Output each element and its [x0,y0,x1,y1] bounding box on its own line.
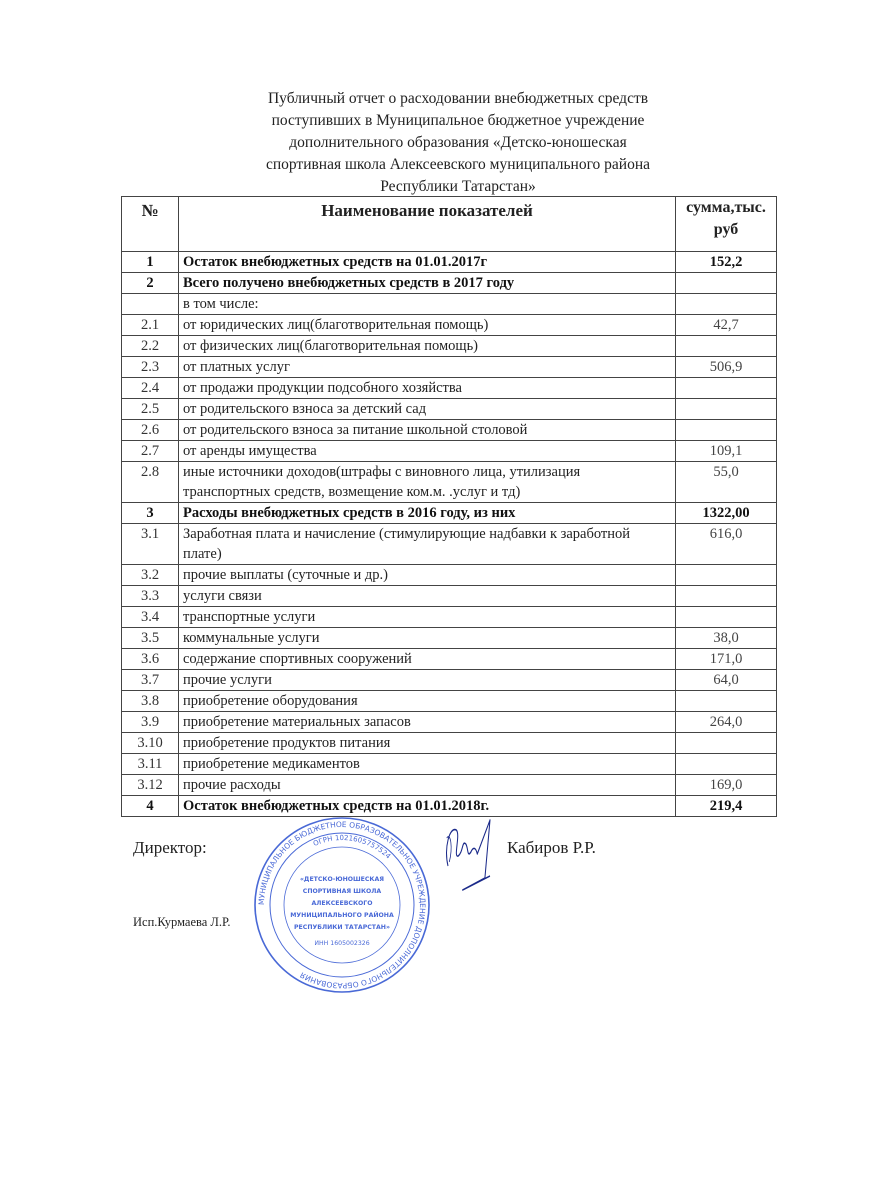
row-name: от продажи продукции подсобного хозяйства [179,378,676,399]
header-sum [676,197,777,252]
header-sum-line1: сумма,тыс. [686,199,766,216]
row-number: 3.1 [122,524,179,565]
row-value: 55,0 [676,462,777,503]
stamp-line: РЕСПУБЛИКИ ТАТАРСТАН» [294,924,390,931]
row-value [676,565,777,586]
title-line: дополнительного образования «Детско-юношеская [289,134,627,151]
table-row [122,524,777,565]
table-row [122,252,777,273]
row-value [676,336,777,357]
row-value: 169,0 [676,775,777,796]
table-row [122,628,777,649]
stamp-ring-text: ОГРН 1021605757524 [312,833,393,861]
table-row [122,273,777,294]
table-row [122,378,777,399]
row-number: 2.3 [122,357,179,378]
row-name: Остаток внебюджетных средств на 01.01.2018г. [179,796,676,817]
table-row [122,294,777,315]
row-number: 3.3 [122,586,179,607]
row-number: 2 [122,273,179,294]
title-line: спортивная школа Алексеевского муниципального района [265,156,651,173]
row-value: 219,4 [676,796,777,817]
director-name: Кабиров Р.Р. [507,838,596,857]
table-row [122,586,777,607]
row-value: 264,0 [676,712,777,733]
row-number: 2.5 [122,399,179,420]
report-table [121,196,777,817]
row-number [122,294,179,315]
row-name: Всего получено внебюджетных средств в 2017 году [179,273,676,294]
header-sum-line2: руб [713,221,739,238]
row-value [676,273,777,294]
row-number: 2.4 [122,378,179,399]
stamp-line: «ДЕТСКО-ЮНОШЕСКАЯ [299,876,385,883]
row-number: 2.7 [122,441,179,462]
table-row [122,754,777,775]
row-value [676,754,777,775]
row-number: 3.9 [122,712,179,733]
row-value [676,294,777,315]
row-name: от родительского взноса за детский сад [179,399,676,420]
row-number: 3.10 [122,733,179,754]
table-row [122,733,777,754]
row-value [676,733,777,754]
executor-name: Исп.Курмаева Л.Р. [133,915,231,929]
row-number: 3.7 [122,670,179,691]
row-name: приобретение медикаментов [179,754,676,775]
row-value [676,420,777,441]
row-name: Заработная плата и начисление (стимулирующие надбавки к заработной плате) [179,524,676,565]
director-signature [434,818,504,898]
row-name: от платных услуг [179,357,676,378]
row-number: 2.2 [122,336,179,357]
row-name: приобретение материальных запасов [179,712,676,733]
row-name: от аренды имущества [179,441,676,462]
stamp-line: АЛЕКСЕЕВСКОГО [311,900,373,907]
row-number: 4 [122,796,179,817]
row-number: 3.4 [122,607,179,628]
row-name: услуги связи [179,586,676,607]
row-name: прочие расходы [179,775,676,796]
row-value: 506,9 [676,357,777,378]
row-name: содержание спортивных сооружений [179,649,676,670]
row-value: 616,0 [676,524,777,565]
row-value [676,607,777,628]
row-value [676,691,777,712]
row-name: в том числе: [179,294,676,315]
table-row [122,712,777,733]
row-value [676,586,777,607]
row-number: 3 [122,503,179,524]
table-row [122,399,777,420]
row-number: 3.2 [122,565,179,586]
row-value: 152,2 [676,252,777,273]
row-value [676,378,777,399]
report-title [0,88,872,198]
row-value [676,399,777,420]
table-row [122,503,777,524]
table-row [122,315,777,336]
row-value: 109,1 [676,441,777,462]
stamp-line: СПОРТИВНАЯ ШКОЛА [302,888,382,895]
table-row [122,796,777,817]
table-row [122,607,777,628]
title-line: поступивших в Муниципальное бюджетное учреждение [271,112,645,129]
header-num: № [122,197,179,252]
row-name: прочие выплаты (суточные и др.) [179,565,676,586]
row-value: 1322,00 [676,503,777,524]
row-name: приобретение оборудования [179,691,676,712]
table-header-row [122,197,777,252]
row-name: прочие услуги [179,670,676,691]
row-name: приобретение продуктов питания [179,733,676,754]
row-name: Расходы внебюджетных средств в 2016 году, из них [179,503,676,524]
table-row [122,462,777,503]
title-line: Публичный отчет о расходовании внебюджетных средств [267,90,649,107]
row-number: 1 [122,252,179,273]
row-number: 2.8 [122,462,179,503]
table-row [122,565,777,586]
row-name: Остаток внебюджетных средств на 01.01.2017г [179,252,676,273]
table-row [122,336,777,357]
row-value: 38,0 [676,628,777,649]
official-stamp [252,815,432,995]
table-row [122,357,777,378]
row-value: 42,7 [676,315,777,336]
table-row [122,670,777,691]
row-number: 3.11 [122,754,179,775]
row-number: 2.1 [122,315,179,336]
director-label: Директор: [133,838,207,857]
row-name: от физических лиц(благотворительная помощь) [179,336,676,357]
stamp-line: МУНИЦИПАЛЬНОГО РАЙОНА [290,912,394,919]
row-number: 3.6 [122,649,179,670]
row-value: 64,0 [676,670,777,691]
stamp-outer-text: МУНИЦИПАЛЬНОЕ БЮДЖЕТНОЕ ОБРАЗОВАТЕЛЬНОЕ УЧРЕЖДЕНИЕ ДОПОЛНИТЕЛЬНОГО ОБРАЗОВАНИЯ [256,819,428,991]
row-name: от родительского взноса за питание школьной столовой [179,420,676,441]
row-number: 3.12 [122,775,179,796]
row-value: 171,0 [676,649,777,670]
table-row [122,775,777,796]
row-name: иные источники доходов(штрафы с виновного лица, утилизация транспортных средств, возмещение ком.м. .услуг и тд) [179,462,676,503]
row-name: транспортные услуги [179,607,676,628]
row-name: коммунальные услуги [179,628,676,649]
table-row [122,420,777,441]
table-row [122,441,777,462]
stamp-inn: ИНН 1605002326 [314,940,370,947]
title-line: Республики Татарстан» [380,178,536,195]
row-number: 2.6 [122,420,179,441]
row-number: 3.5 [122,628,179,649]
table-row [122,691,777,712]
header-name: Наименование показателей [179,197,676,252]
table-row [122,649,777,670]
row-name: от юридических лиц(благотворительная помощь) [179,315,676,336]
row-number: 3.8 [122,691,179,712]
